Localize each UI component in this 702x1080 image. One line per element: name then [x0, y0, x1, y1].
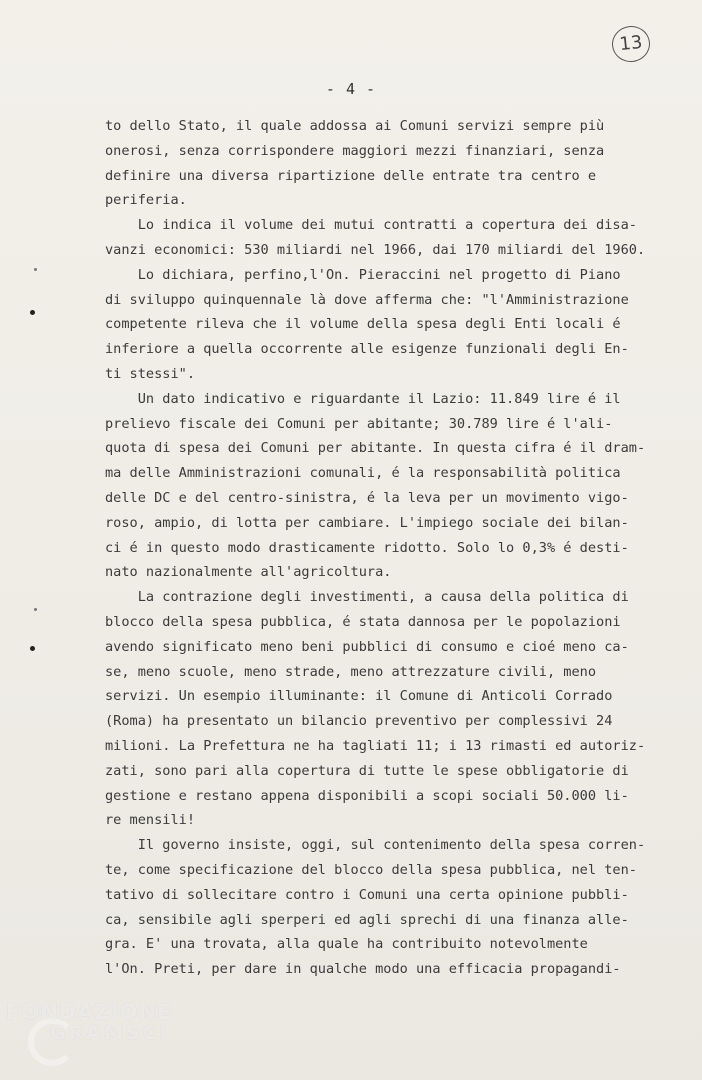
margin-mark — [34, 268, 37, 271]
text-line: nato nazionalmente all'agricoltura. — [105, 564, 392, 581]
text-line: avendo significato meno beni pubblici di consumo e cioé meno ca- — [105, 638, 629, 655]
punch-hole-mark — [30, 646, 35, 651]
text-line: ma delle Amministrazioni comunali, é la responsabilità politica — [105, 465, 621, 482]
watermark-line2: GRAMSCI — [50, 1022, 170, 1044]
text-line: vanzi economici: 530 miliardi nel 1966, dai 170 miliardi del 1960. — [105, 241, 646, 258]
text-line: di sviluppo quinquennale là dove afferma che: "l'Amministrazione — [105, 291, 629, 308]
text-line: Lo indica il volume dei mutui contratti a copertura dei disa- — [105, 217, 637, 234]
text-line: se, meno scuole, meno strade, meno attrezzature civili, meno — [105, 663, 597, 680]
watermark-line1: FONDAZIONE — [6, 1000, 173, 1024]
archive-stamp-number: 13 — [610, 24, 652, 64]
text-line: gestione e restano appena disponibili a scopi sociali 50.000 li- — [105, 787, 629, 804]
text-line: Il governo insiste, oggi, sul contenimento della spesa corren- — [105, 837, 646, 854]
text-line: La contrazione degli investimenti, a causa della politica di — [105, 589, 629, 606]
text-line: inferiore a quella occorrente alle esigenze funzionali degli En- — [105, 341, 629, 358]
text-line: te, come specificazione del blocco della spesa pubblica, nel ten- — [105, 861, 637, 878]
text-line: (Roma) ha presentato un bilancio preventivo per complessivi 24 — [105, 713, 613, 730]
text-line: milioni. La Prefettura ne ha tagliati 11; i 13 rimasti ed autoriz- — [105, 737, 646, 754]
punch-hole-mark — [30, 310, 35, 315]
page-number: - 4 - — [325, 80, 377, 98]
fondazione-gramsci-watermark — [6, 1002, 172, 1043]
text-line: prelievo fiscale dei Comuni per abitante; 30.789 lire é l'ali- — [105, 415, 613, 432]
text-line: l'On. Preti, per dare in qualche modo una efficacia propagandi- — [105, 961, 621, 978]
text-line: delle DC e del centro-sinistra, é la leva per un movimento vigo- — [105, 489, 629, 506]
text-line: Un dato indicativo e riguardante il Lazio: 11.849 lire é il — [105, 390, 621, 407]
text-line: re mensili! — [105, 812, 196, 829]
text-line: definire una diversa ripartizione delle entrate tra centro e — [105, 167, 597, 184]
text-line: competente rileva che il volume della spesa degli Enti locali é — [105, 316, 621, 333]
typewritten-text — [105, 114, 650, 982]
text-line: servizi. Un esempio illuminante: il Comune di Anticoli Corrado — [105, 688, 613, 705]
text-line: quota di spesa dei Comuni per abitante. In questa cifra é il dram- — [105, 440, 646, 457]
text-line: tativo di sollecitare contro i Comuni una certa opinione pubbli- — [105, 886, 629, 903]
text-line: gra. E' una trovata, alla quale ha contribuito notevolmente — [105, 936, 588, 953]
text-line: to dello Stato, il quale addossa ai Comuni servizi sempre più — [105, 118, 605, 134]
margin-mark — [34, 608, 37, 611]
text-line: ca, sensibile agli sperperi ed agli sprechi di una finanza alle- — [105, 911, 629, 928]
text-line: blocco della spesa pubblica, é stata dannosa per le popolazioni — [105, 613, 621, 630]
text-line: ci é in questo modo drasticamente ridotto. Solo lo 0,3% é desti- — [105, 539, 629, 556]
text-line: ti stessi". — [105, 365, 196, 382]
text-line: roso, ampio, di lotta per cambiare. L'impiego sociale dei bilan- — [105, 514, 629, 531]
text-line: periferia. — [105, 192, 187, 209]
text-line: zati, sono pari alla copertura di tutte le spese obbligatorie di — [105, 762, 629, 779]
text-line: onerosi, senza corrispondere maggiori mezzi finanziari, senza — [105, 142, 605, 159]
text-line: Lo dichiara, perfino,l'On. Pieraccini nel progetto di Piano — [105, 266, 621, 283]
